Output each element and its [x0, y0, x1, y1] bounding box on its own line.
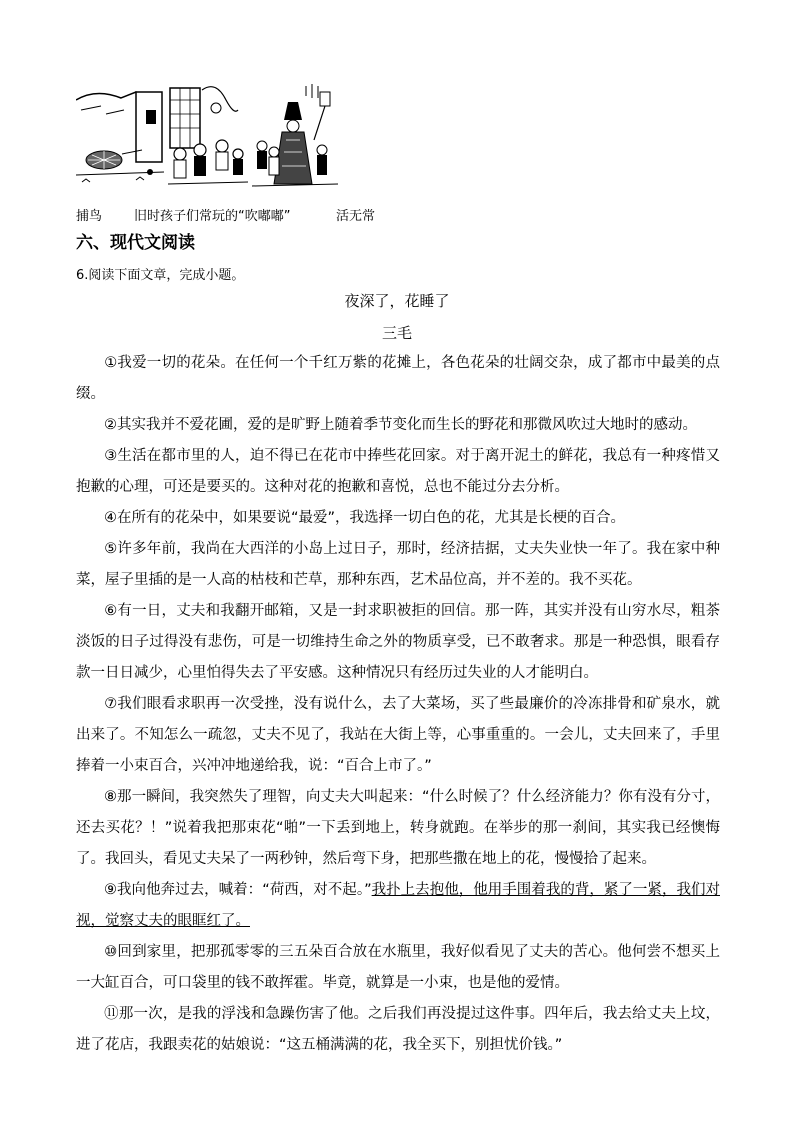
- paragraph: ①我爱一切的花朵。在任何一个千红万紫的花摊上，各色花朵的壮阔交杂，成了都市中最美的点缀。: [76, 355, 720, 402]
- wuchang-panel: [250, 80, 338, 192]
- paragraph: ④在所有的花朵中，如果要说“最爱”，我选择一切白色的花，尤其是长梗的百合。: [104, 510, 626, 526]
- paragraph: ⑦我们眼看求职再一次受挫，没有说什么，去了大菜场，买了些最廉价的冷冻排骨和矿泉水，就出来了。不知怎么一疏忽，丈夫不见了，我站在大街上等，心事重重的。一会儿，丈夫回来了，手里捧着一小束百合，兴冲冲地递给我，说：“百合上市了。”: [76, 696, 720, 774]
- paragraph: ②其实我并不爱花圃，爱的是旷野上随着季节变化而生长的野花和那微风吹过大地时的感动。: [104, 417, 697, 433]
- underlined-sentence: 我扑上去抱他，他用手围着我的背，紧了一紧，我们对视，觉察丈夫的眼眶红了。: [76, 882, 720, 929]
- section-heading: 六、现代文阅读: [76, 233, 195, 253]
- caption-wuchang: 活无常: [336, 209, 376, 224]
- paragraph: ⑩回到家里，把那孤零零的三五朵百合放在水瓶里，我好似看见了丈夫的苦心。他何尝不想买上一大缸百合，可口袋里的钱不敢挥霍。毕竟，就算是一小束，也是他的爱情。: [76, 944, 720, 991]
- folk-illustration: [76, 80, 338, 192]
- bird-catching-panel: [76, 80, 164, 192]
- article-author: 三毛: [381, 324, 412, 342]
- caption-blowing-toy: 旧时孩子们常玩的“吹嘟嘟”: [134, 209, 291, 224]
- children-playing-panel: [166, 80, 248, 192]
- paragraph: ③生活在都市里的人，迫不得已在花市中捧些花回家。对于离开泥土的鲜花，我总有一种疼惜又抱歉的心理，可还是要买的。这种对花的抱歉和喜悦，总也不能过分去分析。: [76, 448, 720, 495]
- article-title: 夜深了，花睡了: [344, 292, 450, 310]
- paragraph: ⑤许多年前，我尚在大西洋的小岛上过日子，那时，经济拮据，丈夫失业快一年了。我在家中种菜，屋子里插的是一人高的枯枝和芒草，那种东西，艺术品位高，并不差的。我不买花。: [76, 541, 720, 588]
- paragraph: ⑧那一瞬间，我突然失了理智，向丈夫大叫起来：“什么时候了？什么经济能力？你有没有分寸，还去买花？！”说着我把那束花“啪”一下丢到地上，转身就跑。在举步的那一刹间，其实我已经懊悔了。我回头，看见丈夫呆了一两秒钟，然后弯下身，把那些撒在地上的花，慢慢拾了起来。: [76, 789, 720, 867]
- paragraph: ⑥有一日，丈夫和我翻开邮箱，又是一封求职被拒的回信。那一阵，其实并没有山穷水尽，粗茶淡饭的日子过得没有悲伤，可是一切维持生命之外的物质享受，已不敢奢求。那是一种恐惧，眼看存款一日日减少，心里怕得失去了平安感。这种情况只有经历过失业的人才能明白。: [76, 603, 720, 681]
- article-body: [76, 348, 720, 1061]
- caption-bird-catching: 捕鸟: [76, 209, 103, 224]
- paragraph: ⑪那一次，是我的浮浅和急躁伤害了他。之后我们再没提过这件事。四年后，我去给丈夫上坟，进了花店，我跟卖花的姑娘说：“这五桶满满的花，我全买下，别担忧价钱。”: [76, 1006, 720, 1053]
- question-prompt: 6.阅读下面文章，完成小题。: [76, 268, 245, 283]
- paragraph: ⑨我向他奔过去，喊着：“荷西，对不起。”我扑上去抱他，他用手围着我的背，紧了一紧，我们对视，觉察丈夫的眼眶红了。: [76, 882, 720, 929]
